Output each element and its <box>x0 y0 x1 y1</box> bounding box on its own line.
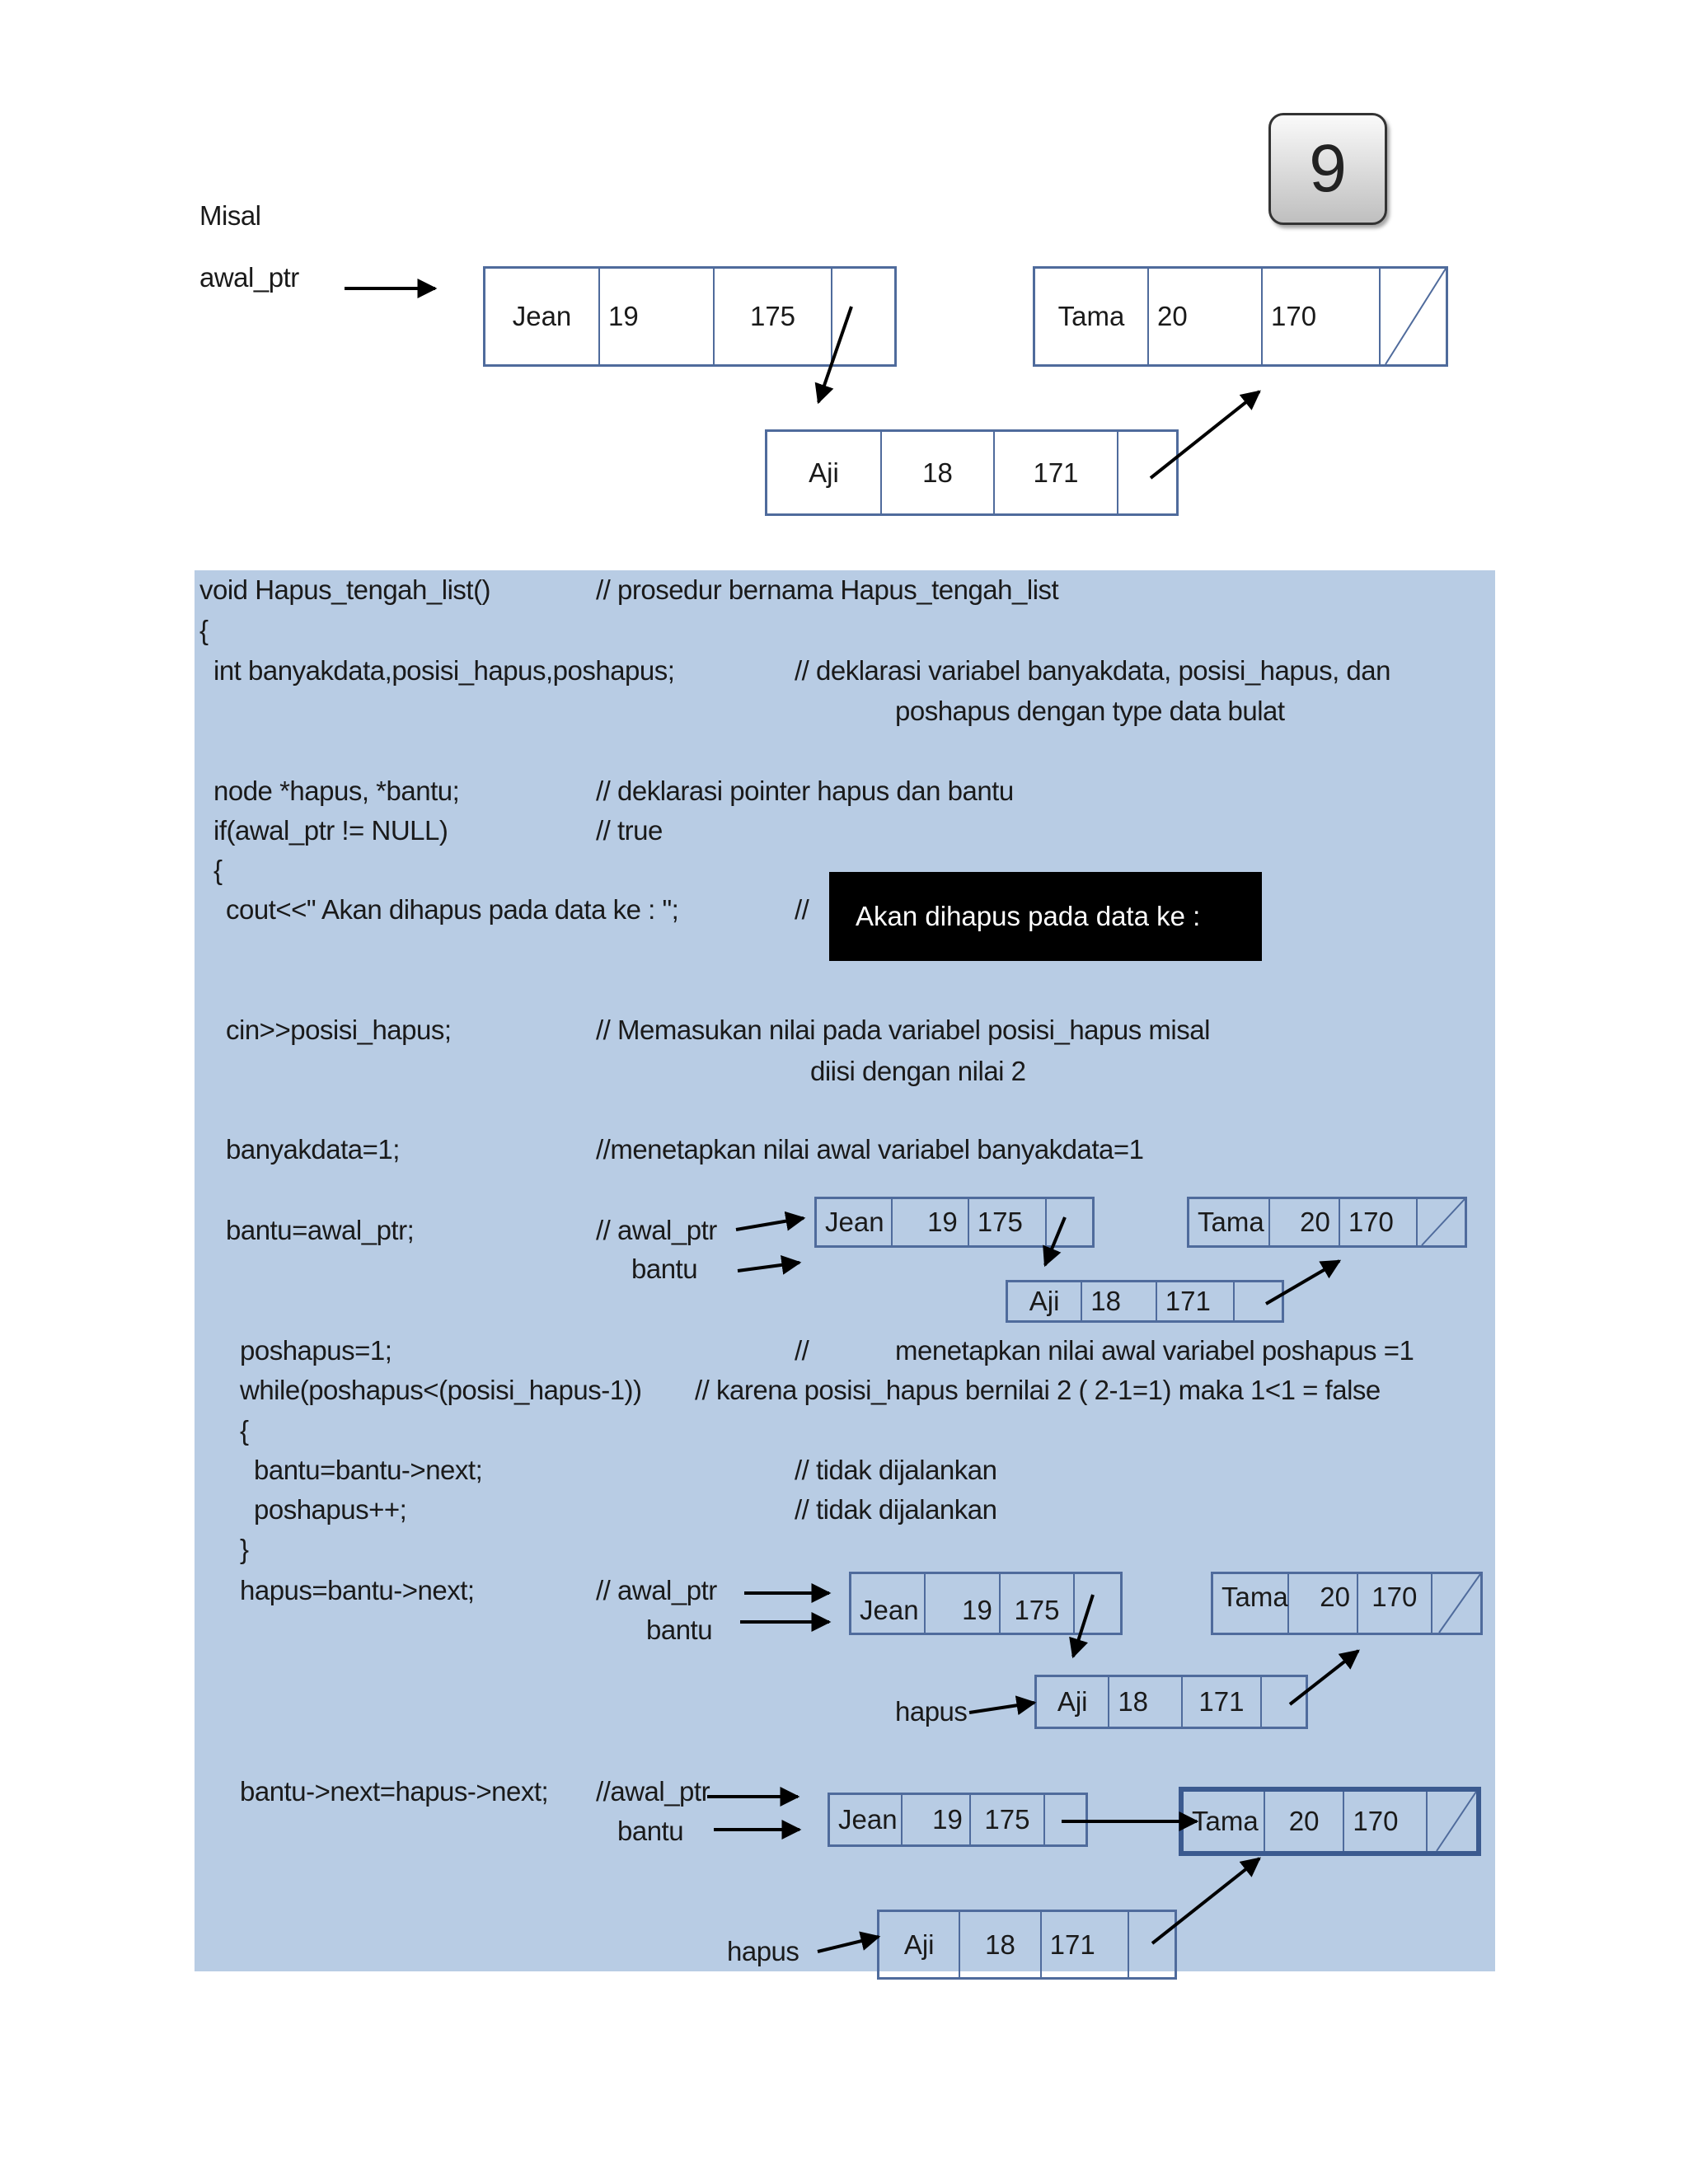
node-next-cell <box>832 269 894 364</box>
console-output <box>829 872 1262 961</box>
node-age-cell: 20 <box>1149 269 1263 364</box>
code-comment: // Memasukan nilai pada variabel posisi_hapus misal <box>596 1015 1210 1045</box>
page-number: 9 <box>1309 131 1347 206</box>
node-age-cell: 19 <box>903 1795 970 1844</box>
node-age-cell: 18 <box>882 432 995 513</box>
code-line: { <box>199 615 209 645</box>
node-height-cell: 171 <box>1183 1677 1262 1727</box>
node-aji-d3 <box>1034 1675 1308 1729</box>
pointer-label-bantu: bantu <box>617 1816 684 1846</box>
code-comment: // <box>795 894 809 925</box>
node-age-cell: 20 <box>1270 1199 1340 1245</box>
node-name-cell: Aji <box>1037 1677 1109 1727</box>
node-jean-d2 <box>814 1197 1095 1248</box>
pointer-label-awal-ptr: //awal_ptr <box>596 1776 710 1807</box>
code-comment: // deklarasi variabel banyakdata, posisi_hapus, dan <box>795 655 1390 686</box>
node-next-cell <box>1235 1282 1282 1320</box>
node-height-cell: 175 <box>715 269 832 364</box>
node-name-cell: Jean <box>830 1795 903 1844</box>
node-age-cell: 18 <box>1109 1677 1183 1727</box>
code-comment: diisi dengan nilai 2 <box>810 1056 1026 1086</box>
node-height-cell: 170 <box>1358 1574 1432 1633</box>
code-comment: // karena posisi_hapus bernilai 2 ( 2-1=1) maka 1<1 = false <box>695 1375 1381 1405</box>
page-number-badge <box>1268 113 1387 225</box>
node-height-cell: 170 <box>1263 269 1381 364</box>
pointer-label-hapus: hapus <box>895 1696 968 1727</box>
code-line: poshapus++; <box>254 1494 407 1525</box>
pointer-label-awal-ptr: // awal_ptr <box>596 1215 717 1245</box>
node-height-cell: 175 <box>971 1795 1045 1844</box>
code-line: banyakdata=1; <box>226 1134 400 1165</box>
code-comment: //menetapkan nilai awal variabel banyakdata=1 <box>596 1134 1144 1165</box>
code-line: void Hapus_tengah_list() <box>199 574 491 605</box>
node-next-cell <box>1047 1199 1092 1245</box>
node-tama-d3 <box>1211 1572 1483 1635</box>
node-aji-top <box>765 429 1179 516</box>
node-age-cell: 18 <box>1082 1282 1156 1320</box>
code-line: if(awal_ptr != NULL) <box>213 815 448 846</box>
node-tama-d2 <box>1187 1197 1467 1248</box>
code-comment: menetapkan nilai awal variabel poshapus =1 <box>895 1335 1414 1366</box>
node-name-cell: Aji <box>879 1912 960 1977</box>
node-age-cell: 19 <box>600 269 715 364</box>
node-name-cell: Tama <box>1213 1574 1289 1633</box>
pointer-label-bantu: bantu <box>631 1254 698 1284</box>
node-aji-d2 <box>1006 1280 1284 1323</box>
node-name-cell: Jean <box>485 269 600 364</box>
node-age-cell: 18 <box>960 1912 1041 1977</box>
awal-ptr-label: awal_ptr <box>199 262 299 293</box>
node-jean-d3 <box>849 1572 1123 1635</box>
node-height-cell: 171 <box>1157 1282 1235 1320</box>
node-name-cell: Aji <box>1008 1282 1082 1320</box>
code-line: } <box>240 1534 249 1564</box>
node-next-cell <box>1045 1795 1085 1844</box>
pointer-label-awal-ptr: // awal_ptr <box>596 1575 717 1605</box>
code-line: cin>>posisi_hapus; <box>226 1015 452 1045</box>
code-comment: // tidak dijalankan <box>795 1494 997 1525</box>
node-name-cell: Jean <box>817 1199 893 1245</box>
pointer-label-bantu: bantu <box>646 1615 713 1645</box>
pointer-label-hapus: hapus <box>727 1936 799 1966</box>
node-height-cell: 170 <box>1340 1199 1418 1245</box>
node-null-cell <box>1432 1574 1480 1633</box>
node-aji-d4 <box>877 1910 1177 1980</box>
node-next-cell <box>1118 432 1176 513</box>
node-age-cell: 20 <box>1265 1792 1345 1851</box>
node-jean-d4 <box>828 1793 1088 1847</box>
node-height-cell: 171 <box>995 432 1118 513</box>
code-comment: // true <box>596 815 663 846</box>
node-name-cell: Tama <box>1184 1792 1265 1851</box>
node-tama-top <box>1033 266 1448 367</box>
node-age-cell: 20 <box>1289 1574 1358 1633</box>
code-line: bantu=awal_ptr; <box>226 1215 415 1245</box>
node-null-cell <box>1418 1199 1465 1245</box>
node-height-cell: 175 <box>969 1199 1047 1245</box>
code-line: node *hapus, *bantu; <box>213 776 460 806</box>
code-line: poshapus=1; <box>240 1335 392 1366</box>
node-next-cell <box>1262 1677 1306 1727</box>
node-next-cell <box>1075 1574 1120 1633</box>
node-height-cell: 170 <box>1344 1792 1428 1851</box>
code-line: while(poshapus<(posisi_hapus-1)) <box>240 1375 642 1405</box>
code-line: bantu=bantu->next; <box>254 1455 483 1485</box>
node-jean-top <box>483 266 897 367</box>
node-name-cell: Tama <box>1189 1199 1270 1245</box>
code-comment: // tidak dijalankan <box>795 1455 997 1485</box>
code-line: int banyakdata,posisi_hapus,poshapus; <box>213 655 675 686</box>
misal-label: Misal <box>199 200 261 231</box>
node-height-cell: 171 <box>1042 1912 1129 1977</box>
node-name-cell: Jean <box>851 1574 926 1633</box>
code-comment: // prosedur bernama Hapus_tengah_list <box>596 574 1059 605</box>
code-comment: // deklarasi pointer hapus dan bantu <box>596 776 1014 806</box>
code-line: bantu->next=hapus->next; <box>240 1776 549 1807</box>
console-output-text: Akan dihapus pada data ke : <box>856 901 1201 931</box>
code-comment: // <box>795 1335 809 1366</box>
code-line: hapus=bantu->next; <box>240 1575 475 1605</box>
node-null-cell <box>1381 269 1446 364</box>
node-null-cell <box>1428 1792 1476 1851</box>
node-age-cell: 19 <box>926 1574 1000 1633</box>
code-line: cout<<" Akan dihapus pada data ke : "; <box>226 894 679 925</box>
code-line: { <box>213 855 223 885</box>
node-name-cell: Aji <box>767 432 882 513</box>
node-tama-d4 <box>1179 1787 1481 1856</box>
node-name-cell: Tama <box>1035 269 1149 364</box>
node-height-cell: 175 <box>1001 1574 1075 1633</box>
code-comment: poshapus dengan type data bulat <box>895 696 1285 726</box>
node-next-cell <box>1129 1912 1175 1977</box>
code-line: { <box>240 1415 249 1446</box>
node-age-cell: 19 <box>893 1199 968 1245</box>
